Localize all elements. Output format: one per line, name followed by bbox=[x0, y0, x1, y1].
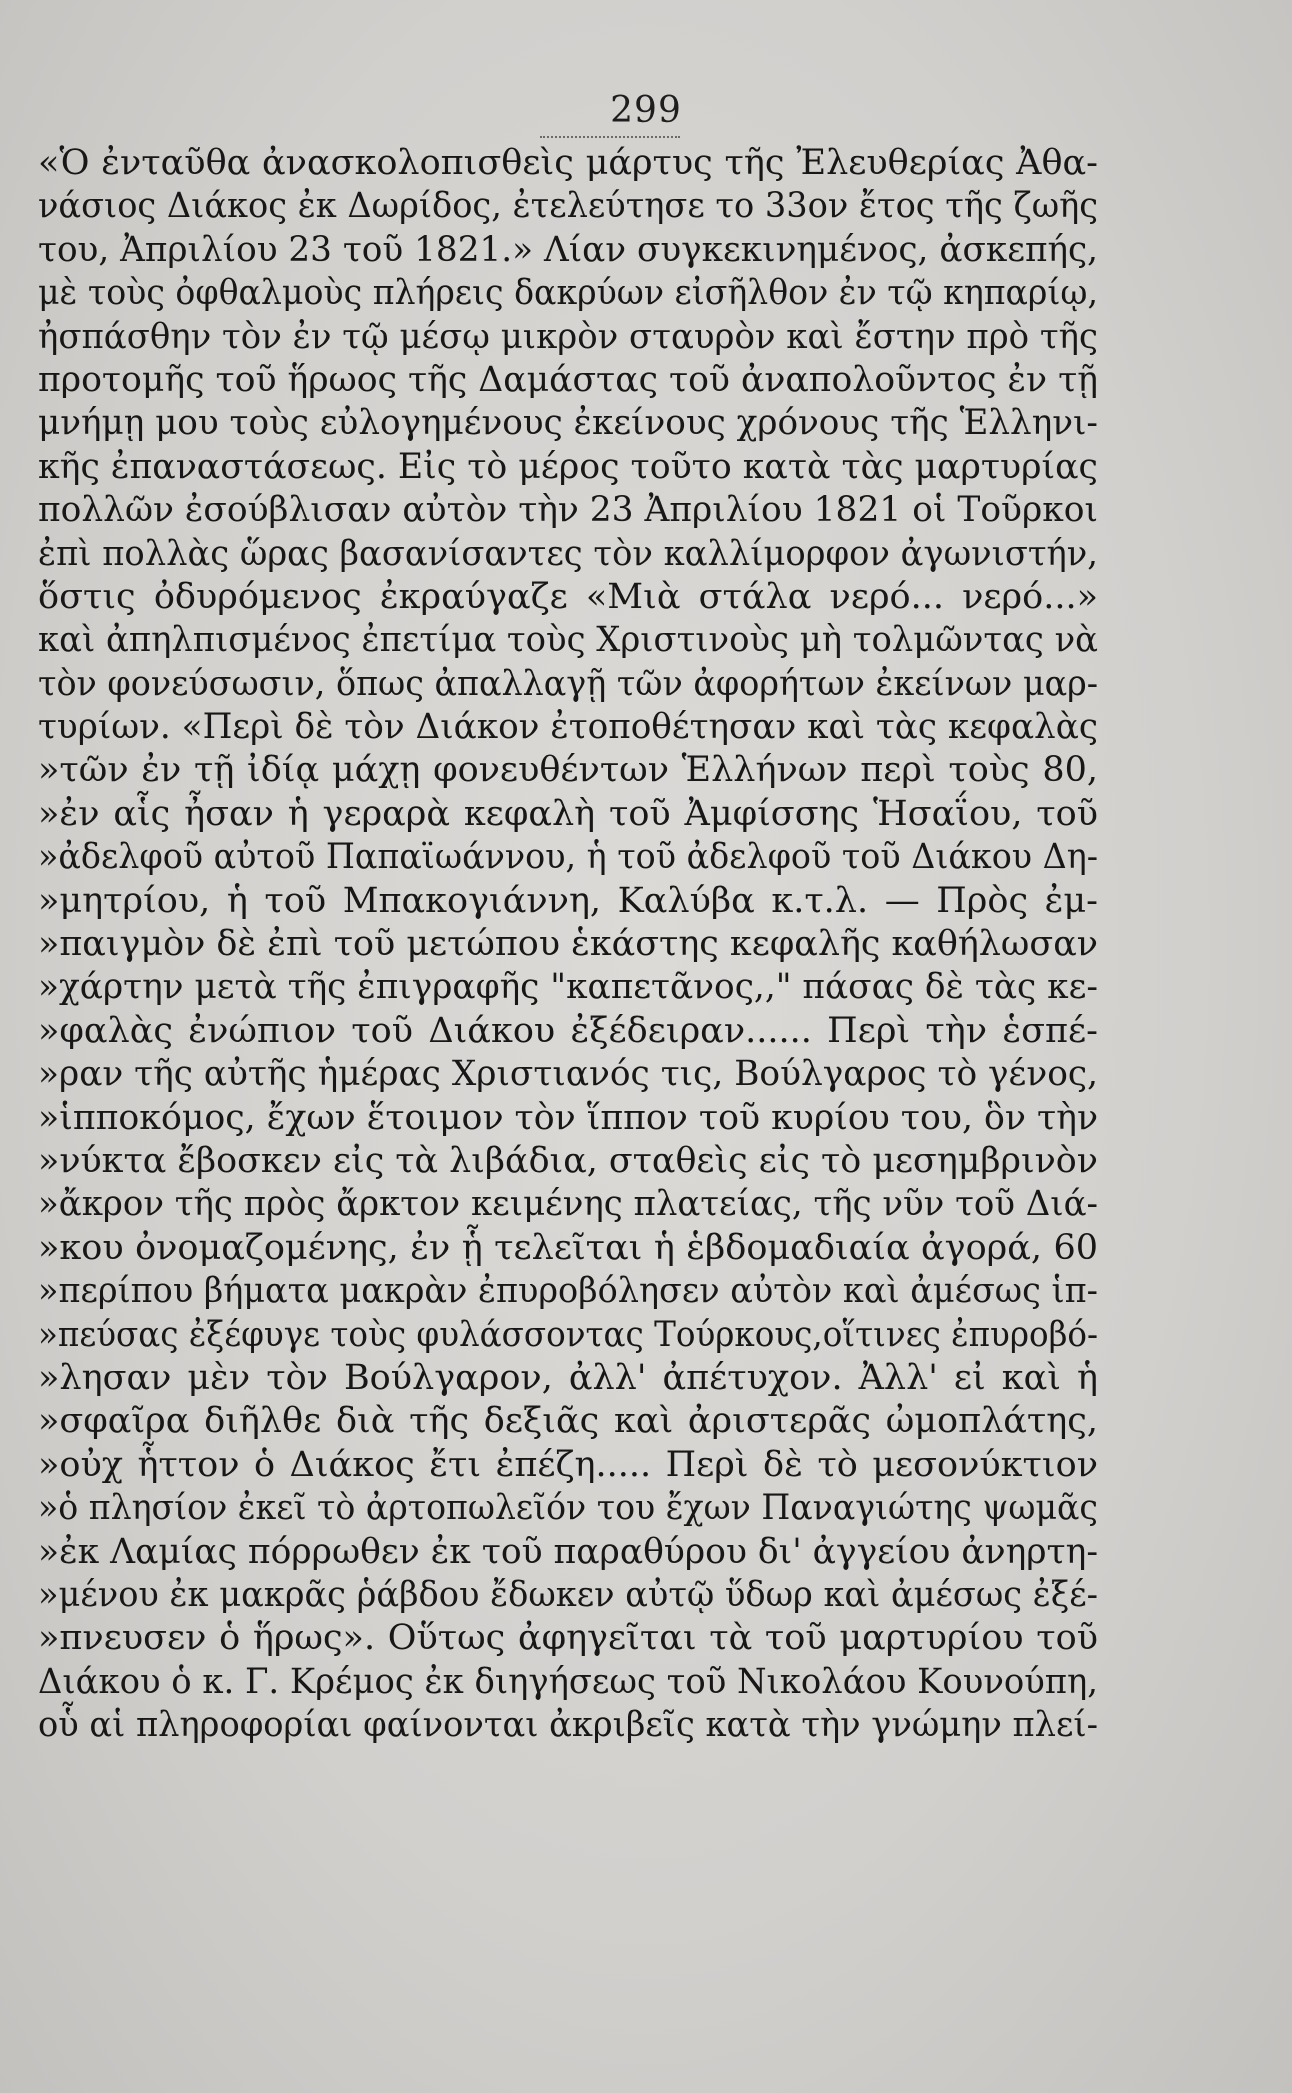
text-line: ἐπὶ πολλὰς ὥρας βασανίσαντες τὸν καλλίμορφον ἀγωνιστήν, bbox=[38, 533, 1098, 574]
text-line: ἠσπάσθην τὸν ἐν τῷ μέσῳ μικρὸν σταυρὸν καὶ ἔστην πρὸ τῆς bbox=[38, 316, 1098, 357]
text-line: »ἐν αἷς ἦσαν ἡ γεραρὰ κεφαλὴ τοῦ Ἀμφίσσης Ἡσαΐου, τοῦ bbox=[38, 793, 1098, 834]
text-line: »μένου ἐκ μακρᾶς ῥάβδου ἔδωκεν αὐτῷ ὕδωρ καὶ ἀμέσως ἐξέ- bbox=[38, 1574, 1099, 1615]
text-line: »οὐχ ἧττον ὁ Διάκος ἔτι ἐπέζη..... Περὶ δὲ τὸ μεσονύκτιον bbox=[38, 1444, 1098, 1485]
text-line: τυρίων. «Περὶ δὲ τὸν Διάκον ἐτοποθέτησαν καὶ τὰς κεφαλὰς bbox=[38, 707, 1098, 748]
text-line: Διάκου ὁ κ. Γ. Κρέμος ἐκ διηγήσεως τοῦ Νικολάου Κουνούπη, bbox=[38, 1661, 1098, 1702]
text-line: τὸν φονεύσωσιν, ὅπως ἀπαλλαγῇ τῶν ἀφορήτων ἐκείνων μαρ- bbox=[38, 663, 1099, 704]
text-line: »ὁ πλησίον ἐκεῖ τὸ ἀρτοπωλεῖόν του ἔχων Παναγιώτης ψωμᾶς bbox=[38, 1488, 1098, 1529]
text-line: »ἀδελφοῦ αὐτοῦ Παπαϊωάννου, ἡ τοῦ ἀδελφοῦ τοῦ Διάκου Δη- bbox=[38, 837, 1098, 878]
text-line: »πνευσεν ὁ ἥρως». Οὕτως ἀφηγεῖται τὰ τοῦ μαρτυρίου τοῦ bbox=[38, 1618, 1098, 1659]
text-line: »σφαῖρα διῆλθε διὰ τῆς δεξιᾶς καὶ ἀριστερᾶς ὠμοπλάτης, bbox=[38, 1401, 1098, 1442]
text-line: »λησαν μὲν τὸν Βούλγαρον, ἀλλ' ἀπέτυχον. Ἀλλ' εἰ καὶ ἡ bbox=[38, 1357, 1098, 1398]
text-line: »ἄκρον τῆς πρὸς ἄρκτον κειμένης πλατείας, τῆς νῦν τοῦ Διά- bbox=[38, 1184, 1098, 1225]
text-line: του, Ἀπριλίου 23 τοῦ 1821.» Λίαν συγκεκινημένος, ἀσκεπής, bbox=[38, 229, 1099, 270]
body-text bbox=[38, 142, 1098, 1747]
text-line: πολλῶν ἐσούβλισαν αὐτὸν τὴν 23 Ἀπριλίου 1821 οἱ Τοῦρκοι bbox=[38, 490, 1098, 531]
text-line: νάσιος Διάκος ἐκ Δωρίδος, ἐτελεύτησε το 33ον ἔτος τῆς ζωῆς bbox=[38, 186, 1099, 227]
text-line: »τῶν ἐν τῇ ἰδίᾳ μάχῃ φονευθέντων Ἑλλήνων περὶ τοὺς 80, bbox=[38, 750, 1098, 791]
text-line: προτομῆς τοῦ ἥρωος τῆς Δαμάστας τοῦ ἀναπολοῦντος ἐν τῇ bbox=[38, 359, 1098, 400]
text-line: καὶ ἀπηλπισμένος ἐπετίμα τοὺς Χριστινοὺς μὴ τολμῶντας νὰ bbox=[38, 620, 1099, 661]
text-line: κῆς ἐπαναστάσεως. Εἰς τὸ μέρος τοῦτο κατὰ τὰς μαρτυρίας bbox=[38, 446, 1098, 487]
text-line: »ἱπποκόμος, ἔχων ἕτοιμον τὸν ἵππον τοῦ κυρίου του, ὃν τὴν bbox=[38, 1097, 1099, 1138]
page-number: 299 bbox=[610, 90, 682, 131]
text-line: »νύκτα ἔβοσκεν εἰς τὰ λιβάδια, σταθεὶς εἰς τὸ μεσημβρινὸν bbox=[38, 1140, 1098, 1181]
text-line: »ραν τῆς αὐτῆς ἡμέρας Χριστιανός τις, Βούλγαρος τὸ γένος, bbox=[38, 1054, 1099, 1095]
text-line: »φαλὰς ἐνώπιον τοῦ Διάκου ἐξέδειραν...... Περὶ τὴν ἑσπέ- bbox=[38, 1010, 1098, 1051]
text-line: »περίπου βήματα μακρὰν ἐπυροβόλησεν αὐτὸν καὶ ἀμέσως ἱπ- bbox=[38, 1271, 1098, 1312]
text-line: μὲ τοὺς ὀφθαλμοὺς πλήρεις δακρύων εἰσῆλθον ἐν τῷ κηπαρίῳ, bbox=[38, 273, 1098, 314]
text-line: »χάρτην μετὰ τῆς ἐπιγραφῆς "καπετᾶνος,," πάσας δὲ τὰς κε- bbox=[38, 967, 1098, 1008]
page-number-rule bbox=[540, 136, 680, 138]
text-line: »παιγμὸν δὲ ἐπὶ τοῦ μετώπου ἑκάστης κεφαλῆς καθήλωσαν bbox=[38, 924, 1099, 965]
text-line: «Ὁ ἐνταῦθα ἀνασκολοπισθεὶς μάρτυς τῆς Ἐλευθερίας Ἀθα- bbox=[38, 143, 1098, 183]
text-line: ὅστις ὀδυρόμενος ἐκραύγαζε «Μιὰ στάλα νερό... νερό...» bbox=[38, 576, 1098, 617]
text-line: »κου ὀνομαζομένης, ἐν ᾗ τελεῖται ἡ ἑβδομαδιαία ἀγορά, 60 bbox=[38, 1227, 1098, 1268]
text-line: »μητρίου, ἡ τοῦ Μπακογιάννη, Καλύβα κ.τ.λ. — Πρὸς ἐμ- bbox=[38, 880, 1098, 921]
text-line: οὗ αἱ πληροφορίαι φαίνονται ἀκριβεῖς κατὰ τὴν γνώμην πλεί- bbox=[38, 1705, 1098, 1746]
text-line: »πεύσας ἐξέφυγε τοὺς φυλάσσοντας Τούρκους,οἵτινες ἐπυροβό- bbox=[38, 1314, 1099, 1355]
text-line: »ἐκ Λαμίας πόρρωθεν ἐκ τοῦ παραθύρου δι' ἀγγείου ἀνηρτη- bbox=[38, 1531, 1098, 1572]
text-line: μνήμῃ μου τοὺς εὐλογημένους ἐκείνους χρόνους τῆς Ἑλληνι- bbox=[38, 403, 1098, 444]
